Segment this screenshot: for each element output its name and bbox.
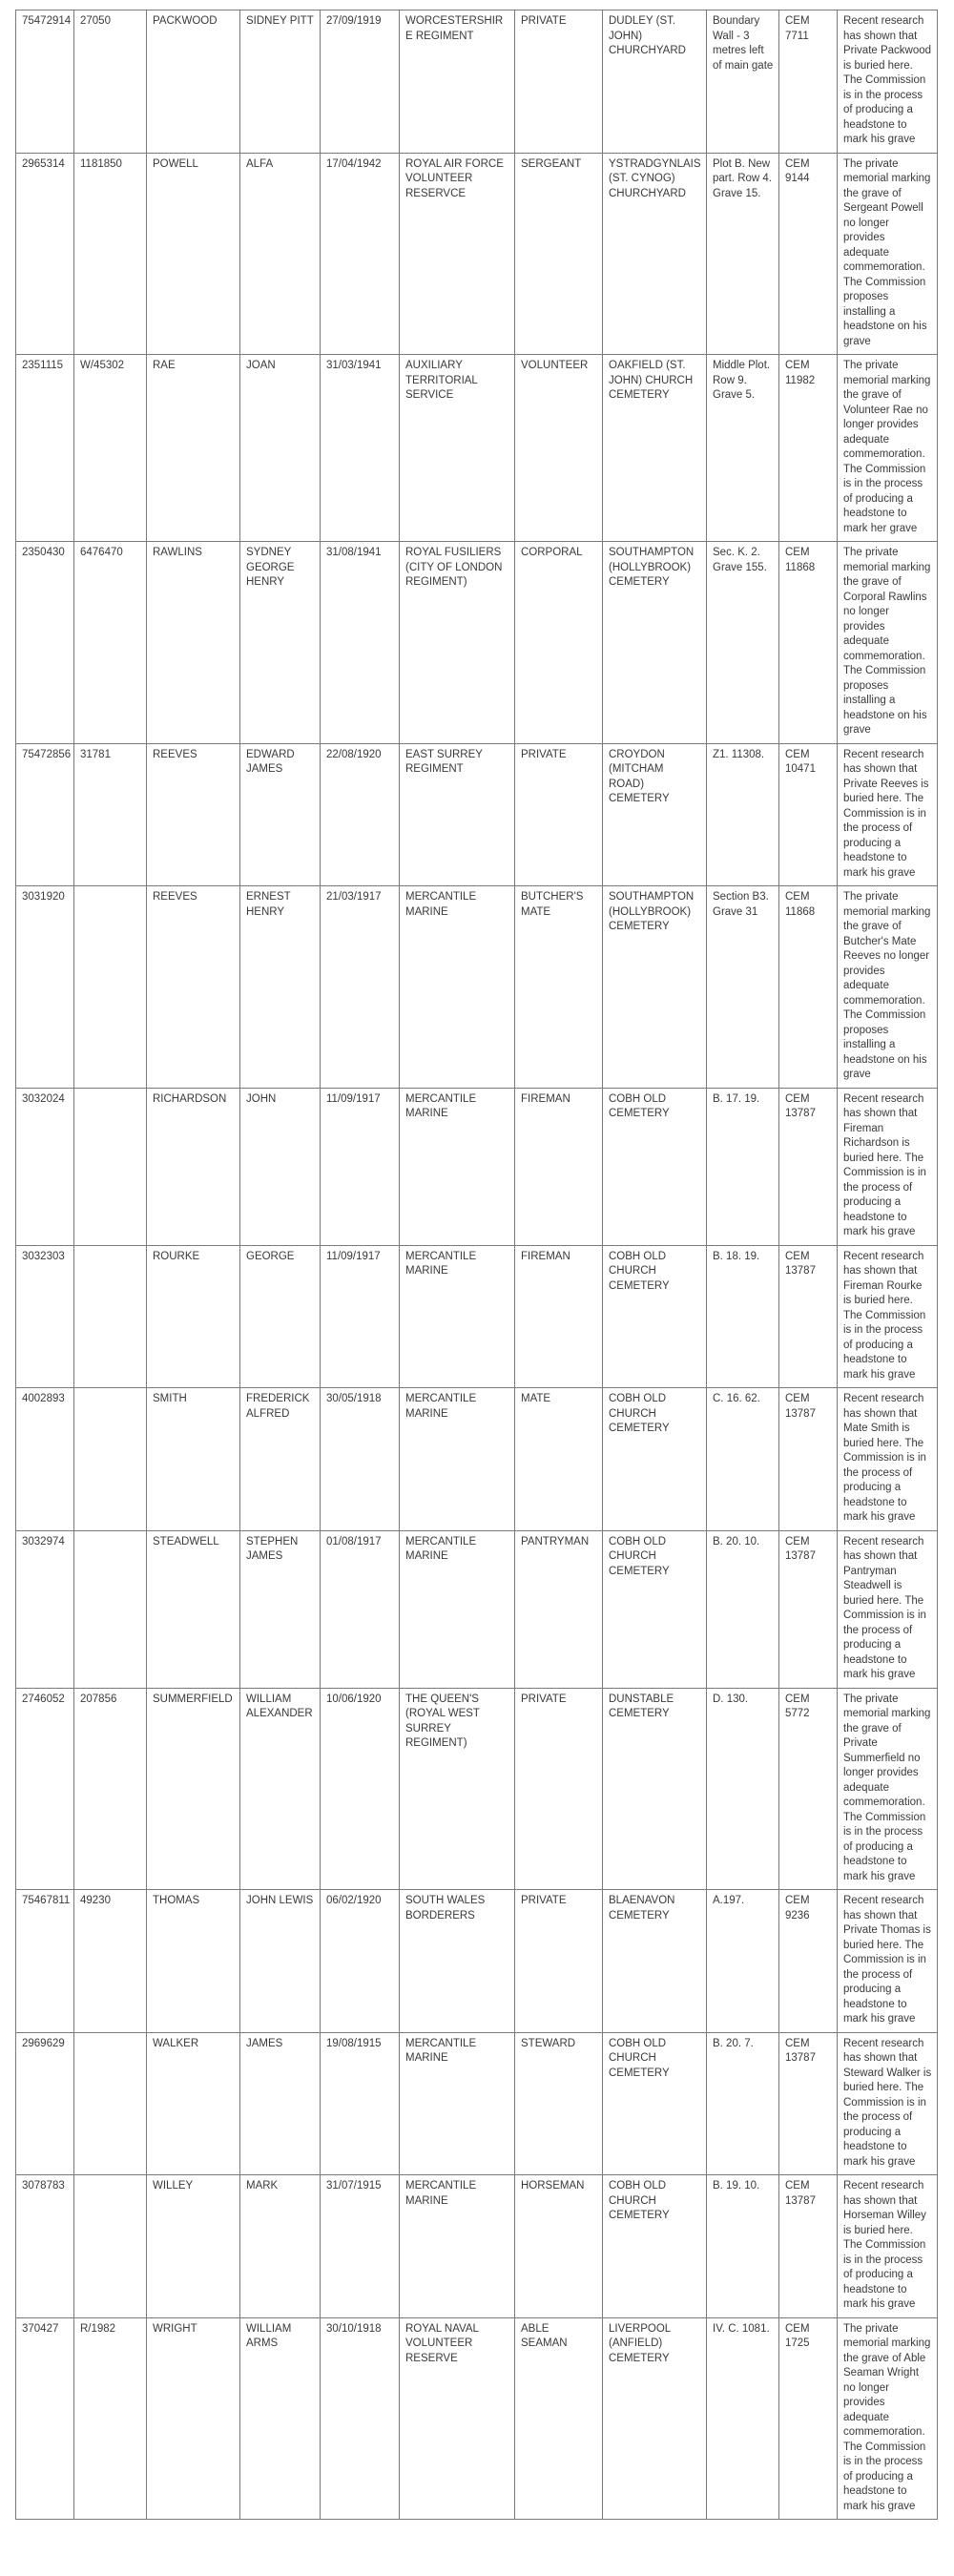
cell-forenames: STEPHEN JAMES: [240, 1530, 321, 1688]
table-row: [16, 886, 938, 1089]
cell-regiment: MERCANTILE MARINE: [400, 1088, 515, 1245]
cell-service-number: 6476470: [74, 542, 147, 744]
cell-surname: RICHARDSON: [147, 1088, 240, 1245]
cell-id: 2350430: [16, 542, 74, 744]
cell-rank: PANTRYMAN: [515, 1530, 603, 1688]
cell-date-of-death: 10/06/1920: [321, 1688, 400, 1890]
table-row: [16, 2032, 938, 2175]
cell-forenames: WILLIAM ARMS: [240, 2317, 321, 2520]
cell-service-number: 31781: [74, 743, 147, 886]
cell-cem-number: CEM 5772: [779, 1688, 838, 1890]
cell-grave-reference: IV. C. 1081.: [707, 2317, 779, 2520]
cell-date-of-death: 31/07/1915: [321, 2175, 400, 2318]
cell-cem-number: CEM 11982: [779, 355, 838, 542]
cell-cem-number: CEM 9236: [779, 1890, 838, 2033]
cell-cem-number: CEM 13787: [779, 1530, 838, 1688]
cell-surname: STEADWELL: [147, 1530, 240, 1688]
cell-id: 2746052: [16, 1688, 74, 1890]
cell-cemetery: SOUTHAMPTON (HOLLYBROOK) CEMETERY: [603, 542, 707, 744]
cell-service-number: [74, 1388, 147, 1531]
cell-regiment: ROYAL NAVAL VOLUNTEER RESERVE: [400, 2317, 515, 2520]
cell-rank: MATE: [515, 1388, 603, 1531]
cell-cem-number: CEM 13787: [779, 1388, 838, 1531]
cell-regiment: MERCANTILE MARINE: [400, 2175, 515, 2318]
cell-commemoration-note: Recent research has shown that Pantryman Steadwell is buried here. The Commission is in the process of producing a headstone to mark his grave: [838, 1530, 938, 1688]
cell-surname: REEVES: [147, 743, 240, 886]
cell-service-number: [74, 1245, 147, 1388]
table-row: [16, 1088, 938, 1245]
cell-rank: FIREMAN: [515, 1088, 603, 1245]
cell-surname: SUMMERFIELD: [147, 1688, 240, 1890]
cell-commemoration-note: Recent research has shown that Private Thomas is buried here. The Commission is in the process of producing a headstone to mark his grave: [838, 1890, 938, 2033]
cell-rank: PRIVATE: [515, 10, 603, 154]
cell-cemetery: COBH OLD CHURCH CEMETERY: [603, 1530, 707, 1688]
cell-date-of-death: 22/08/1920: [321, 743, 400, 886]
cell-rank: PRIVATE: [515, 1688, 603, 1890]
cell-id: 2969629: [16, 2032, 74, 2175]
cell-surname: WALKER: [147, 2032, 240, 2175]
cell-cem-number: CEM 13787: [779, 1088, 838, 1245]
cell-service-number: [74, 2175, 147, 2318]
cell-forenames: JOAN: [240, 355, 321, 542]
cell-rank: SERGEANT: [515, 153, 603, 355]
cell-cemetery: DUNSTABLE CEMETERY: [603, 1688, 707, 1890]
cell-regiment: MERCANTILE MARINE: [400, 886, 515, 1089]
cell-id: 75472914: [16, 10, 74, 154]
cell-surname: ROURKE: [147, 1245, 240, 1388]
cell-cemetery: DUDLEY (ST. JOHN) CHURCHYARD: [603, 10, 707, 154]
cell-regiment: AUXILIARY TERRITORIAL SERVICE: [400, 355, 515, 542]
cell-cemetery: COBH OLD CHURCH CEMETERY: [603, 1245, 707, 1388]
cell-date-of-death: 06/02/1920: [321, 1890, 400, 2033]
cell-date-of-death: 11/09/1917: [321, 1088, 400, 1245]
cell-commemoration-note: Recent research has shown that Fireman Rourke is buried here. The Commission is in the process of producing a headstone to mark his grave: [838, 1245, 938, 1388]
cell-date-of-death: 21/03/1917: [321, 886, 400, 1089]
cell-grave-reference: A.197.: [707, 1890, 779, 2033]
cell-date-of-death: 31/03/1941: [321, 355, 400, 542]
cell-commemoration-note: The private memorial marking the grave of Private Summerfield no longer provides adequate commemoration. The Commission is in the process of producing a headstone to mark his grave: [838, 1688, 938, 1890]
cell-rank: HORSEMAN: [515, 2175, 603, 2318]
cell-forenames: ALFA: [240, 153, 321, 355]
cell-service-number: [74, 2032, 147, 2175]
cell-regiment: WORCESTERSHIRE REGIMENT: [400, 10, 515, 154]
cell-rank: BUTCHER'S MATE: [515, 886, 603, 1089]
cell-cemetery: CROYDON (MITCHAM ROAD) CEMETERY: [603, 743, 707, 886]
cell-forenames: ERNEST HENRY: [240, 886, 321, 1089]
cell-grave-reference: Section B3. Grave 31: [707, 886, 779, 1089]
cell-cem-number: CEM 11868: [779, 542, 838, 744]
table-row: [16, 10, 938, 154]
cell-cemetery: OAKFIELD (ST. JOHN) CHURCH CEMETERY: [603, 355, 707, 542]
cell-date-of-death: 11/09/1917: [321, 1245, 400, 1388]
cell-service-number: 207856: [74, 1688, 147, 1890]
cell-commemoration-note: The private memorial marking the grave of Sergeant Powell no longer provides adequate commemoration. The Commission proposes installing a headstone on his grave: [838, 153, 938, 355]
cell-commemoration-note: Recent research has shown that Private Packwood is buried here. The Commission is in the process of producing a headstone to mark his grave: [838, 10, 938, 154]
cell-date-of-death: 01/08/1917: [321, 1530, 400, 1688]
cell-service-number: 27050: [74, 10, 147, 154]
cell-surname: WILLEY: [147, 2175, 240, 2318]
cell-rank: VOLUNTEER: [515, 355, 603, 542]
cell-grave-reference: B. 18. 19.: [707, 1245, 779, 1388]
cell-cem-number: CEM 7711: [779, 10, 838, 154]
cell-service-number: [74, 1530, 147, 1688]
cell-surname: RAWLINS: [147, 542, 240, 744]
cell-cem-number: CEM 1725: [779, 2317, 838, 2520]
cell-cemetery: COBH OLD CHURCH CEMETERY: [603, 2175, 707, 2318]
cell-date-of-death: 30/10/1918: [321, 2317, 400, 2520]
cell-regiment: MERCANTILE MARINE: [400, 1530, 515, 1688]
cell-cemetery: COBH OLD CHURCH CEMETERY: [603, 2032, 707, 2175]
cell-date-of-death: 31/08/1941: [321, 542, 400, 744]
cell-date-of-death: 17/04/1942: [321, 153, 400, 355]
cell-rank: ABLE SEAMAN: [515, 2317, 603, 2520]
cell-regiment: MERCANTILE MARINE: [400, 1388, 515, 1531]
cell-id: 3032024: [16, 1088, 74, 1245]
cell-service-number: 49230: [74, 1890, 147, 2033]
cell-grave-reference: Sec. K. 2. Grave 155.: [707, 542, 779, 744]
cell-date-of-death: 19/08/1915: [321, 2032, 400, 2175]
cell-forenames: SYDNEY GEORGE HENRY: [240, 542, 321, 744]
cell-id: 3032303: [16, 1245, 74, 1388]
table-row: [16, 355, 938, 542]
cell-service-number: [74, 886, 147, 1089]
cell-service-number: [74, 1088, 147, 1245]
cell-id: 2351115: [16, 355, 74, 542]
cell-rank: PRIVATE: [515, 1890, 603, 2033]
cell-id: 75472856: [16, 743, 74, 886]
cell-id: 3032974: [16, 1530, 74, 1688]
cell-date-of-death: 30/05/1918: [321, 1388, 400, 1531]
cell-regiment: ROYAL AIR FORCE VOLUNTEER RESERVCE: [400, 153, 515, 355]
casualty-records-table: [15, 10, 938, 2520]
cell-regiment: SOUTH WALES BORDERERS: [400, 1890, 515, 2033]
cell-cemetery: COBH OLD CHURCH CEMETERY: [603, 1388, 707, 1531]
cell-surname: WRIGHT: [147, 2317, 240, 2520]
cell-commemoration-note: Recent research has shown that Mate Smith is buried here. The Commission is in the process of producing a headstone to mark his grave: [838, 1388, 938, 1531]
cell-forenames: GEORGE: [240, 1245, 321, 1388]
cell-commemoration-note: The private memorial marking the grave of Corporal Rawlins no longer provides adequate commemoration. The Commission proposes installing a headstone on his grave: [838, 542, 938, 744]
cell-service-number: 1181850: [74, 153, 147, 355]
cell-regiment: MERCANTILE MARINE: [400, 1245, 515, 1388]
table-row: [16, 153, 938, 355]
cell-forenames: WILLIAM ALEXANDER: [240, 1688, 321, 1890]
table-row: [16, 2317, 938, 2520]
cell-cem-number: CEM 13787: [779, 2032, 838, 2175]
cell-surname: POWELL: [147, 153, 240, 355]
cell-regiment: ROYAL FUSILIERS (CITY OF LONDON REGIMENT): [400, 542, 515, 744]
cell-id: 2965314: [16, 153, 74, 355]
cell-grave-reference: B. 20. 7.: [707, 2032, 779, 2175]
cell-cemetery: YSTRADGYNLAIS (ST. CYNOG) CHURCHYARD: [603, 153, 707, 355]
cell-grave-reference: D. 130.: [707, 1688, 779, 1890]
cell-surname: THOMAS: [147, 1890, 240, 2033]
cell-surname: RAE: [147, 355, 240, 542]
cell-grave-reference: B. 17. 19.: [707, 1088, 779, 1245]
table-row: [16, 743, 938, 886]
cell-cem-number: CEM 9144: [779, 153, 838, 355]
cell-surname: REEVES: [147, 886, 240, 1089]
cell-forenames: MARK: [240, 2175, 321, 2318]
table-row: [16, 1688, 938, 1890]
cell-regiment: EAST SURREY REGIMENT: [400, 743, 515, 886]
cell-grave-reference: B. 19. 10.: [707, 2175, 779, 2318]
cell-id: 3031920: [16, 886, 74, 1089]
cell-grave-reference: Boundary Wall - 3 metres left of main gate: [707, 10, 779, 154]
cell-commemoration-note: Recent research has shown that Steward Walker is buried here. The Commission is in the process of producing a headstone to mark his grave: [838, 2032, 938, 2175]
cell-regiment: MERCANTILE MARINE: [400, 2032, 515, 2175]
cell-id: 3078783: [16, 2175, 74, 2318]
cell-grave-reference: Middle Plot. Row 9. Grave 5.: [707, 355, 779, 542]
cell-regiment: THE QUEEN'S (ROYAL WEST SURREY REGIMENT): [400, 1688, 515, 1890]
cell-commemoration-note: Recent research has shown that Horseman Willey is buried here. The Commission is in the process of producing a headstone to mark his grave: [838, 2175, 938, 2318]
cell-cemetery: SOUTHAMPTON (HOLLYBROOK) CEMETERY: [603, 886, 707, 1089]
table-row: [16, 2175, 938, 2318]
cell-grave-reference: Z1. 11308.: [707, 743, 779, 886]
cell-cemetery: LIVERPOOL (ANFIELD) CEMETERY: [603, 2317, 707, 2520]
cell-commemoration-note: The private memorial marking the grave of Able Seaman Wright no longer provides adequate commemoration. The Commission is in the process of producing a headstone to mark his grave: [838, 2317, 938, 2520]
cell-forenames: EDWARD JAMES: [240, 743, 321, 886]
cell-grave-reference: B. 20. 10.: [707, 1530, 779, 1688]
cell-date-of-death: 27/09/1919: [321, 10, 400, 154]
cell-forenames: JAMES: [240, 2032, 321, 2175]
cell-forenames: SIDNEY PITT: [240, 10, 321, 154]
cell-surname: PACKWOOD: [147, 10, 240, 154]
cell-cem-number: CEM 13787: [779, 2175, 838, 2318]
cell-rank: FIREMAN: [515, 1245, 603, 1388]
table-row: [16, 1530, 938, 1688]
cell-forenames: JOHN: [240, 1088, 321, 1245]
table-body: [16, 10, 938, 2520]
cell-cem-number: CEM 11868: [779, 886, 838, 1089]
cell-id: 75467811: [16, 1890, 74, 2033]
cell-commemoration-note: The private memorial marking the grave of Volunteer Rae no longer provides adequate commemoration. The Commission is in the process of producing a headstone to mark her grave: [838, 355, 938, 542]
cell-cemetery: BLAENAVON CEMETERY: [603, 1890, 707, 2033]
table-row: [16, 1890, 938, 2033]
cell-cem-number: CEM 10471: [779, 743, 838, 886]
cell-grave-reference: Plot B. New part. Row 4. Grave 15.: [707, 153, 779, 355]
cell-id: 370427: [16, 2317, 74, 2520]
cell-surname: SMITH: [147, 1388, 240, 1531]
table-row: [16, 1245, 938, 1388]
cell-grave-reference: C. 16. 62.: [707, 1388, 779, 1531]
cell-rank: STEWARD: [515, 2032, 603, 2175]
table-row: [16, 542, 938, 744]
cell-cemetery: COBH OLD CEMETERY: [603, 1088, 707, 1245]
cell-forenames: FREDERICK ALFRED: [240, 1388, 321, 1531]
cell-commemoration-note: Recent research has shown that Fireman Richardson is buried here. The Commission is in the process of producing a headstone to mark his grave: [838, 1088, 938, 1245]
cell-commemoration-note: Recent research has shown that Private Reeves is buried here. The Commission is in the process of producing a headstone to mark his grave: [838, 743, 938, 886]
cell-id: 4002893: [16, 1388, 74, 1531]
cell-commemoration-note: The private memorial marking the grave of Butcher's Mate Reeves no longer provides adequate commemoration. The Commission proposes installing a headstone on his grave: [838, 886, 938, 1089]
cell-service-number: W/45302: [74, 355, 147, 542]
table-row: [16, 1388, 938, 1531]
cell-rank: PRIVATE: [515, 743, 603, 886]
cell-rank: CORPORAL: [515, 542, 603, 744]
cell-forenames: JOHN LEWIS: [240, 1890, 321, 2033]
cell-service-number: R/1982: [74, 2317, 147, 2520]
cell-cem-number: CEM 13787: [779, 1245, 838, 1388]
